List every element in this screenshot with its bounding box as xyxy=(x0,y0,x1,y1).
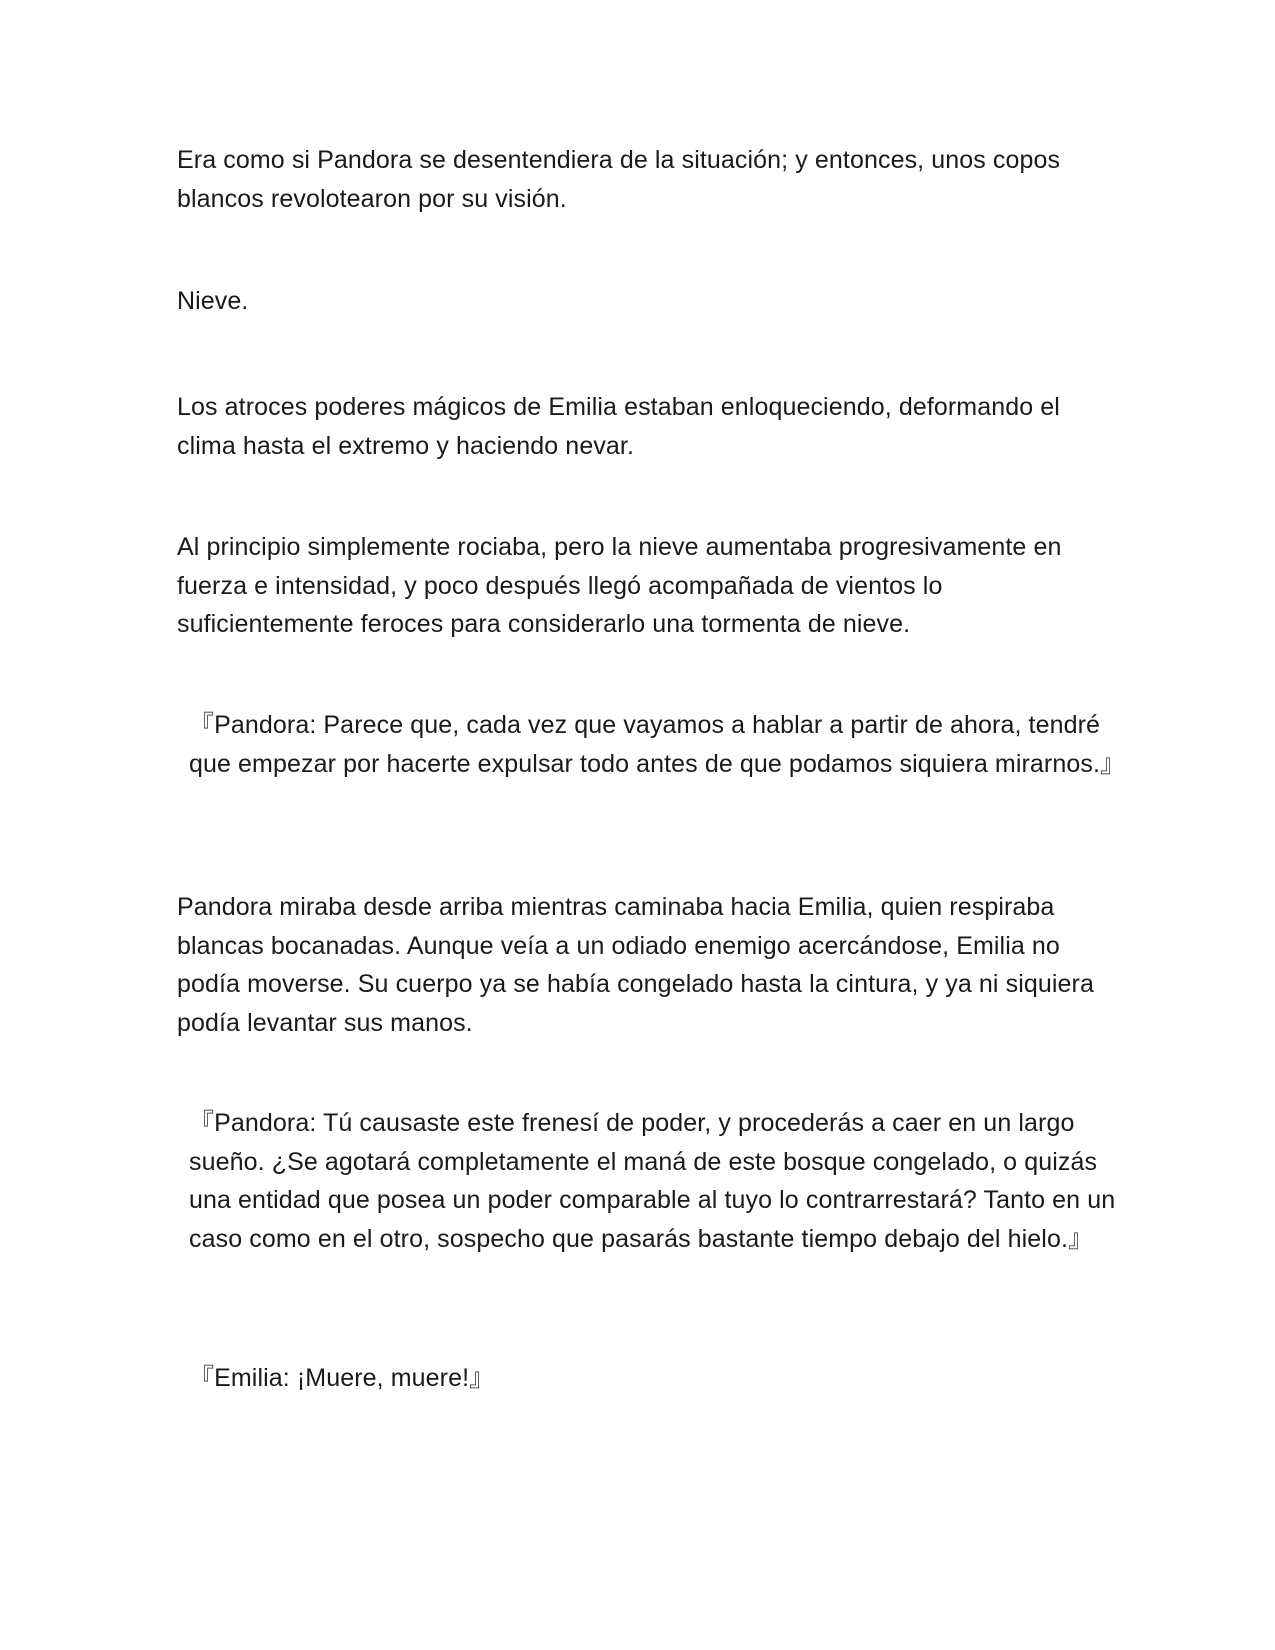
paragraph-snowstorm: Al principio simplemente rociaba, pero la nieve aumentaba progresivamente en fuerza e intensidad, y poco después llegó acompañada de vientos lo suficientemente feroces para considerarlo una tormenta de nieve. xyxy=(177,533,1062,638)
dialogue-pandora-2: 『Pandora: Tú causaste este frenesí de poder, y procederás a caer en un largo sueño. ¿Se agotará completamente el maná de este bosque congelado, o quizás una entidad que posea un poder comparable al tuyo lo contrarrestará? Tanto en un caso como en el otro, sospecho que pasarás bastante tiempo debajo del hielo.』 xyxy=(189,1109,1116,1253)
paragraph-pandora-approaches: Pandora miraba desde arriba mientras caminaba hacia Emilia, quien respiraba blancas bocanadas. Aunque veía a un odiado enemigo acercándose, Emilia no podía moverse. Su cuerpo ya se había congelado hasta la cintura, y ya ni siquiera podía levantar sus manos. xyxy=(177,893,1094,1037)
paragraph-emilia-powers: Los atroces poderes mágicos de Emilia estaban enloqueciendo, deformando el clima hasta el extremo y haciendo nevar. xyxy=(177,393,1060,460)
paragraph-narration-snowflakes: Era como si Pandora se desentendiera de la situación; y entonces, unos copos blancos revolotearon por su visión. xyxy=(177,146,1061,213)
dialogue-emilia: 『Emilia: ¡Muere, muere!』 xyxy=(189,1364,495,1392)
paragraph-nieve: Nieve. xyxy=(177,287,249,315)
dialogue-pandora-1: 『Pandora: Parece que, cada vez que vayamos a hablar a partir de ahora, tendré que empezar por hacerte expulsar todo antes de que podamos siquiera mirarnos.』 xyxy=(189,711,1126,778)
